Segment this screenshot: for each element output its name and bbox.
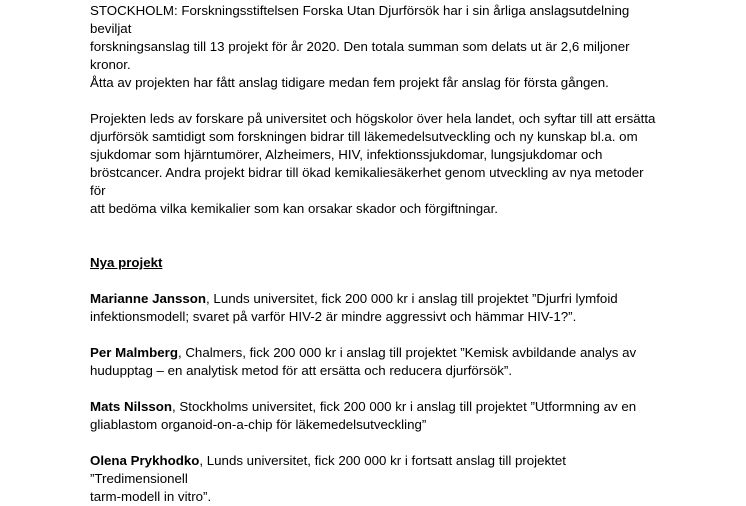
body-line-4: bröstcancer. Andra projekt bidrar till ökad kemikaliesäkerhet genom utveckling av nya metoder för bbox=[90, 165, 644, 198]
body-line-1: Projekten leds av forskare på universitet och högskolor över hela landet, och syftar till att ersätta bbox=[90, 111, 656, 126]
body-line-5: att bedöma vilka kemikalier som kan orsakar skador och förgiftningar. bbox=[90, 201, 498, 216]
project-line-2: tarm-modell in vitro”. bbox=[90, 489, 212, 504]
project-entry bbox=[90, 452, 660, 506]
section-heading: Nya projekt bbox=[90, 255, 163, 270]
body-line-2: djurförsök samtidigt som forskningen bidrar till läkemedelsutveckling och ny kunskap bl.a. om bbox=[90, 129, 638, 144]
project-line-1: , Chalmers, fick 200 000 kr i anslag till projektet ”Kemisk avbildande analys av bbox=[177, 345, 637, 360]
intro-paragraph bbox=[90, 2, 660, 92]
project-line-2: infektionsmodell; svaret på varför HIV-2 är mindre aggressivt och hämmar HIV-1?”. bbox=[90, 309, 577, 324]
researcher-name: Marianne Jansson bbox=[90, 291, 207, 306]
project-line-1: , Lunds universitet, fick 200 000 kr i anslag till projektet ”Djurfri lymfoid bbox=[206, 291, 618, 306]
body-paragraph bbox=[90, 110, 660, 218]
project-line-2: gliablastom organoid-on-a-chip för läkemedelsutveckling” bbox=[90, 417, 427, 432]
body-line-3: sjukdomar som hjärntumörer, Alzheimers, HIV, infektionssjukdomar, lungsjukdomar och bbox=[90, 147, 603, 162]
project-line-1: , Stockholms universitet, fick 200 000 kr i anslag till projektet ”Utformning av en bbox=[172, 399, 637, 414]
intro-line-2: forskningsanslag till 13 projekt för år 2020. Den totala summan som delats ut är 2,6 miljoner kronor. bbox=[90, 39, 630, 72]
researcher-name: Mats Nilsson bbox=[90, 399, 173, 414]
researcher-name: Olena Prykhodko bbox=[90, 453, 200, 468]
document-page bbox=[90, 2, 660, 506]
project-entry bbox=[90, 344, 660, 380]
project-entry bbox=[90, 398, 660, 434]
intro-line-3: Åtta av projekten har fått anslag tidigare medan fem projekt får anslag för första gången. bbox=[90, 75, 609, 90]
project-line-1: , Lunds universitet, fick 200 000 kr i fortsatt anslag till projektet ”Tredimensionell bbox=[90, 453, 566, 486]
project-entry bbox=[90, 290, 660, 326]
project-line-2: hudupptag – en analytisk metod för att ersätta och reducera djurförsök”. bbox=[90, 363, 513, 378]
researcher-name: Per Malmberg bbox=[90, 345, 178, 360]
intro-line-1: STOCKHOLM: Forskningsstiftelsen Forska Utan Djurförsök har i sin årliga anslagsutdelning beviljat bbox=[90, 3, 630, 36]
